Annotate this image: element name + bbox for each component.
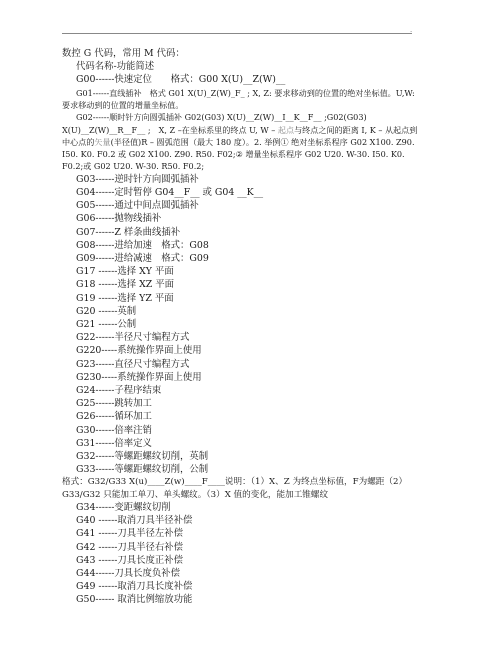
header-mark: . xyxy=(410,27,412,34)
code-line-g40: G40 ------取消刀具半径补偿 xyxy=(76,515,193,527)
code-line-g32: G32------等螺距螺纹切削，英制 xyxy=(76,450,209,462)
g02-vector-word: 矢量 xyxy=(94,136,111,147)
code-line-g05: G05------通过中间点圆弧插补 xyxy=(76,200,199,212)
g01-text: G01------直线插补 格式 G01 X(U)_Z(W)_F_ ; X, Z: 要求移动到的位置的绝对坐标值。U,W: 要求移动到的位置的增量坐标值。 xyxy=(62,87,415,110)
code-line-g31: G31------倍率定义 xyxy=(76,437,152,449)
code-line-g06: G06------抛物线插补 xyxy=(76,213,162,225)
code-line-g04: G04------定时暂停 G04__F__ 或 G04 __K__ xyxy=(76,186,264,198)
code-para-g01 xyxy=(62,87,418,112)
code-line-g49: G49 ------取消刀具长度补偿 xyxy=(76,581,193,593)
document-body xyxy=(62,47,418,607)
column-header: 代码名称-功能简述 xyxy=(76,61,155,73)
code-line-g26: G26------循环加工 xyxy=(76,411,152,423)
code-line-g34: G34------变距螺纹切削 xyxy=(76,501,171,513)
code-line-g03: G03------逆时针方向圆弧插补 xyxy=(76,173,199,185)
g02-text-b: 与终点之间的距离 I, K – 从起点到中心点的 xyxy=(62,124,418,147)
code-line-g41: G41 ------刀具半径左补偿 xyxy=(76,528,184,540)
code-line-g42: G42 ------刀具半径右补偿 xyxy=(76,541,184,553)
g02-text-c: (半径值)R – 圆弧范围（最大 180 度）。2. 举例① 绝对坐标系程序 G02 X100. Z90. I50. K0. F0.2 或 G02 X100. Z90. R50. F02;② 增量坐标系程序 G02 U20. W-30. I50. K0. F0.2;或 G02 U20. W-30. R50. F0.2; xyxy=(62,136,415,172)
code-line-g220: G220-----系统操作界面上使用 xyxy=(76,345,202,357)
code-line-g19: G19 ------选择 YZ 平面 xyxy=(76,292,174,304)
code-line-g230: G230-----系统操作界面上使用 xyxy=(76,371,202,383)
code-line-g23: G23------直径尺寸编程方式 xyxy=(76,358,190,370)
code-line-g17: G17 ------选择 XY 平面 xyxy=(76,266,174,278)
code-line-g18: G18 ------选择 XZ 平面 xyxy=(76,279,175,291)
g02-start-point-word: 起点 xyxy=(277,124,295,135)
code-line-g25: G25------跳转加工 xyxy=(76,398,152,410)
code-line-g09: G09------进给减速 格式：G09 xyxy=(76,252,209,264)
format-paragraph: 格式：G32/G33 X(u)____Z(w)____F____说明：（1）X、Z 为终点坐标值，F为螺距（2）G33/G32 只能加工单刀、单头螺纹。（3）X 值的变化，能加工锥螺纹 xyxy=(62,477,408,500)
intro-line: 数控 G 代码，常用 M 代码： xyxy=(62,48,185,59)
code-line-g22: G22------半径尺寸编程方式 xyxy=(76,332,190,344)
code-line-g50: G50------ 取消比例缩放功能 xyxy=(76,594,193,606)
code-line-g08: G08------进给加速 格式：G08 xyxy=(76,239,209,251)
code-line-g43: G43 ------刀具长度正补偿 xyxy=(76,554,184,566)
code-para-g02 xyxy=(62,111,418,172)
code-line-g24: G24------子程序结束 xyxy=(76,384,162,396)
code-line-g30: G30------倍率注销 xyxy=(76,424,152,436)
code-line-g07: G07------Z 样条曲线插补 xyxy=(76,226,181,238)
code-line-g20: G20 ------英制 xyxy=(76,305,137,317)
header-rule xyxy=(62,33,412,34)
code-line-g21: G21 ------公制 xyxy=(76,318,137,330)
g02-text-a: G02------顺时针方向圆弧插补 G02(G03) X(U)__Z(W)__I__K__F__ ;G02(G03) X(U)__Z(W)__R__F__ ; X, Z –在坐标系里的终点 U, W – xyxy=(62,112,367,135)
code-line-g44: G44------刀具长度负补偿 xyxy=(76,567,181,579)
code-line-g33: G33------等螺距螺纹切削，公制 xyxy=(76,464,209,476)
code-line-g00: G00------快速定位 格式：G00 X(U)__Z(W)__ xyxy=(76,74,286,86)
